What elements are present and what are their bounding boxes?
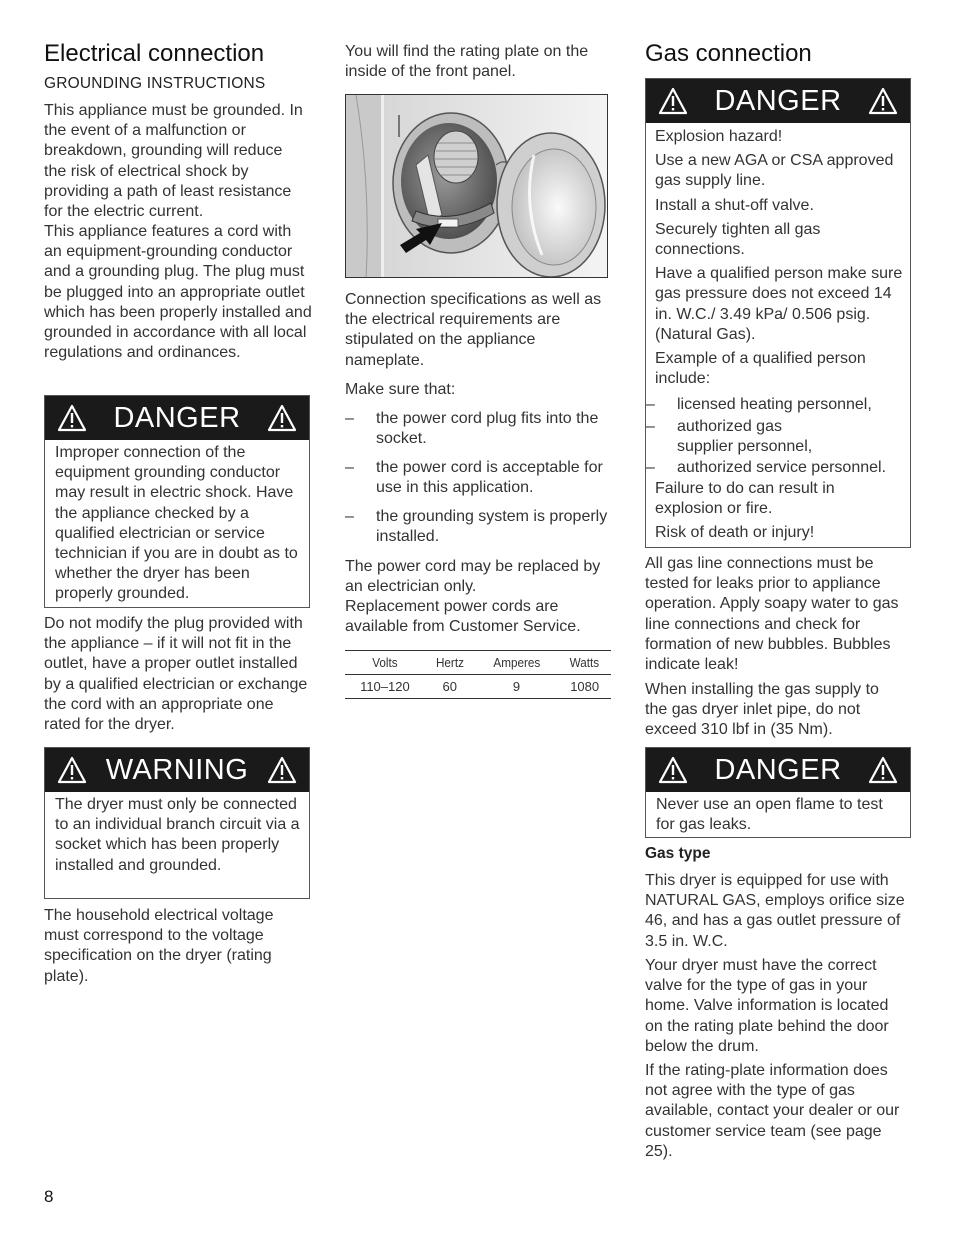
- column-header: Watts: [561, 651, 608, 675]
- table-cell: 9: [475, 675, 559, 699]
- cord-replacement-paragraph: The power cord may be replaced by an electrician only.: [345, 558, 601, 596]
- danger-text: Never use an open flame to test for gas leaks.: [656, 796, 883, 834]
- plug-paragraph: Do not modify the plug provided with the appliance – if it will not fit in the outlet, have a proper outlet installed by a qualified electrician or exchange the cord with an appropriate one rated for the dryer.: [44, 615, 308, 734]
- warning-box-circuit: [44, 747, 310, 899]
- voltage-paragraph: The household electrical voltage must correspond to the voltage specification on the dryer (rating plate).: [44, 907, 274, 985]
- danger-box-gas: [645, 78, 911, 548]
- danger-text: Improper connection of the equipment grounding conductor may result in electric shock. Have the appliance checked by a qualified electrician or service technician if you are in doubt as to whether the dryer has been properly grounded.: [55, 444, 298, 603]
- danger-line: Install a shut-off valve.: [655, 196, 814, 214]
- danger-lines: [655, 127, 905, 393]
- warning-triangle-icon: [267, 755, 297, 785]
- warning-header: [45, 748, 309, 792]
- warning-triangle-icon: [868, 755, 898, 785]
- warning-triangle-icon: [868, 86, 898, 116]
- checklist-item: – the power cord plug fits into the socket.: [345, 410, 599, 448]
- danger-line: Explosion hazard!: [655, 128, 783, 145]
- checklist-item: – the grounding system is properly installed.: [345, 508, 608, 546]
- danger-line: Have a qualified person make sure gas pressure does not exceed 14 in. W.C./ 3.49 kPa/ 0.506 psig. (Natural Gas).: [655, 265, 903, 343]
- danger-header: [45, 396, 309, 440]
- gas-title: Gas connection: [645, 40, 812, 67]
- table-header-row: [345, 651, 611, 675]
- grounding-paragraph-1: This appliance must be grounded. In the event of a malfunction or breakdown, grounding will reduce the risk of electrical shock by providing a path of least resistance for the electric current.: [44, 102, 303, 221]
- warning-triangle-icon: [267, 403, 297, 433]
- warning-text: The dryer must only be connected to an individual branch circuit via a socket which has been properly installed and grounded.: [55, 796, 300, 874]
- gas-type-paragraph-3: If the rating-plate information does not agree with the type of gas available, contact your dealer or our customer service team (see page 25).: [645, 1062, 900, 1160]
- leak-test-paragraph: All gas line connections must be tested for leaks prior to appliance operation. Apply soapy water to gas line connections and check for formation of new bubbles. Bubbles indicate leak!: [645, 555, 899, 674]
- electrical-spec-table: [345, 650, 611, 699]
- danger-box-flame: [645, 747, 911, 838]
- grounding-subtitle: GROUNDING INSTRUCTIONS: [44, 75, 266, 92]
- warning-label: WARNING: [105, 754, 249, 786]
- column-header: Amperes: [479, 651, 554, 675]
- gas-type-paragraph-1: This dryer is equipped for use with NATURAL GAS, employs orifice size 46, and has a gas outlet pressure of 3.5 in. W.C.: [645, 872, 905, 950]
- page-number: 8: [44, 1187, 54, 1206]
- danger-label: DANGER: [714, 754, 842, 786]
- danger-header: [646, 748, 910, 792]
- danger-header: [646, 79, 910, 123]
- gas-type-title: Gas type: [645, 845, 711, 862]
- grounding-paragraph-2: This appliance features a cord with an equipment-grounding conductor and a grounding plug. The plug must be plugged into an appropriate outlet which has been properly installed and grounded in accordance with all local regulations and ordinances.: [44, 223, 312, 362]
- checklist-item: – the power cord is acceptable for use in this application.: [345, 459, 603, 497]
- danger-bullet: – licensed heating personnel,: [646, 396, 872, 413]
- nameplate-paragraph: Connection specifications as well as the electrical requirements are stipulated on the appliance nameplate.: [345, 291, 602, 369]
- table-cell: 1080: [558, 675, 611, 699]
- column-header: Volts: [349, 651, 421, 675]
- column-header: Hertz: [427, 651, 472, 675]
- danger-label: DANGER: [113, 402, 241, 434]
- danger-bullet: – authorized service personnel.: [646, 459, 887, 476]
- danger-line: Securely tighten all gas connections.: [655, 220, 821, 259]
- table-cell: 110–120: [345, 675, 425, 699]
- danger-box-grounding: [44, 395, 310, 608]
- table-row: [345, 675, 611, 699]
- electrical-title: Electrical connection: [44, 40, 265, 67]
- gas-type-paragraph-2: Your dryer must have the correct valve for the type of gas in your home. Valve information is located on the rating plate behind the door below the drum.: [645, 957, 889, 1055]
- replacement-cords-paragraph: Replacement power cords are available from Customer Service.: [345, 598, 581, 636]
- danger-tail: [655, 479, 875, 544]
- danger-line: Risk of death or injury!: [655, 524, 815, 542]
- dryer-door-illustration: [345, 94, 608, 278]
- danger-line: Use a new AGA or CSA approved gas supply line.: [655, 152, 894, 190]
- make-sure-label: Make sure that:: [345, 381, 456, 398]
- dryer-open-door-image: [346, 95, 608, 278]
- torque-paragraph: When installing the gas supply to the gas dryer inlet pipe, do not exceed 310 lbf in (35 Nm).: [645, 681, 879, 739]
- danger-line: Example of a qualified person include:: [655, 350, 866, 388]
- rating-plate-intro: You will find the rating plate on the inside of the front panel.: [345, 43, 589, 81]
- danger-bullet: – authorized gas supplier personnel,: [646, 418, 813, 456]
- table-cell: 60: [425, 675, 475, 699]
- danger-label: DANGER: [714, 85, 842, 117]
- danger-line: Failure to do can result in explosion or fire.: [655, 480, 835, 518]
